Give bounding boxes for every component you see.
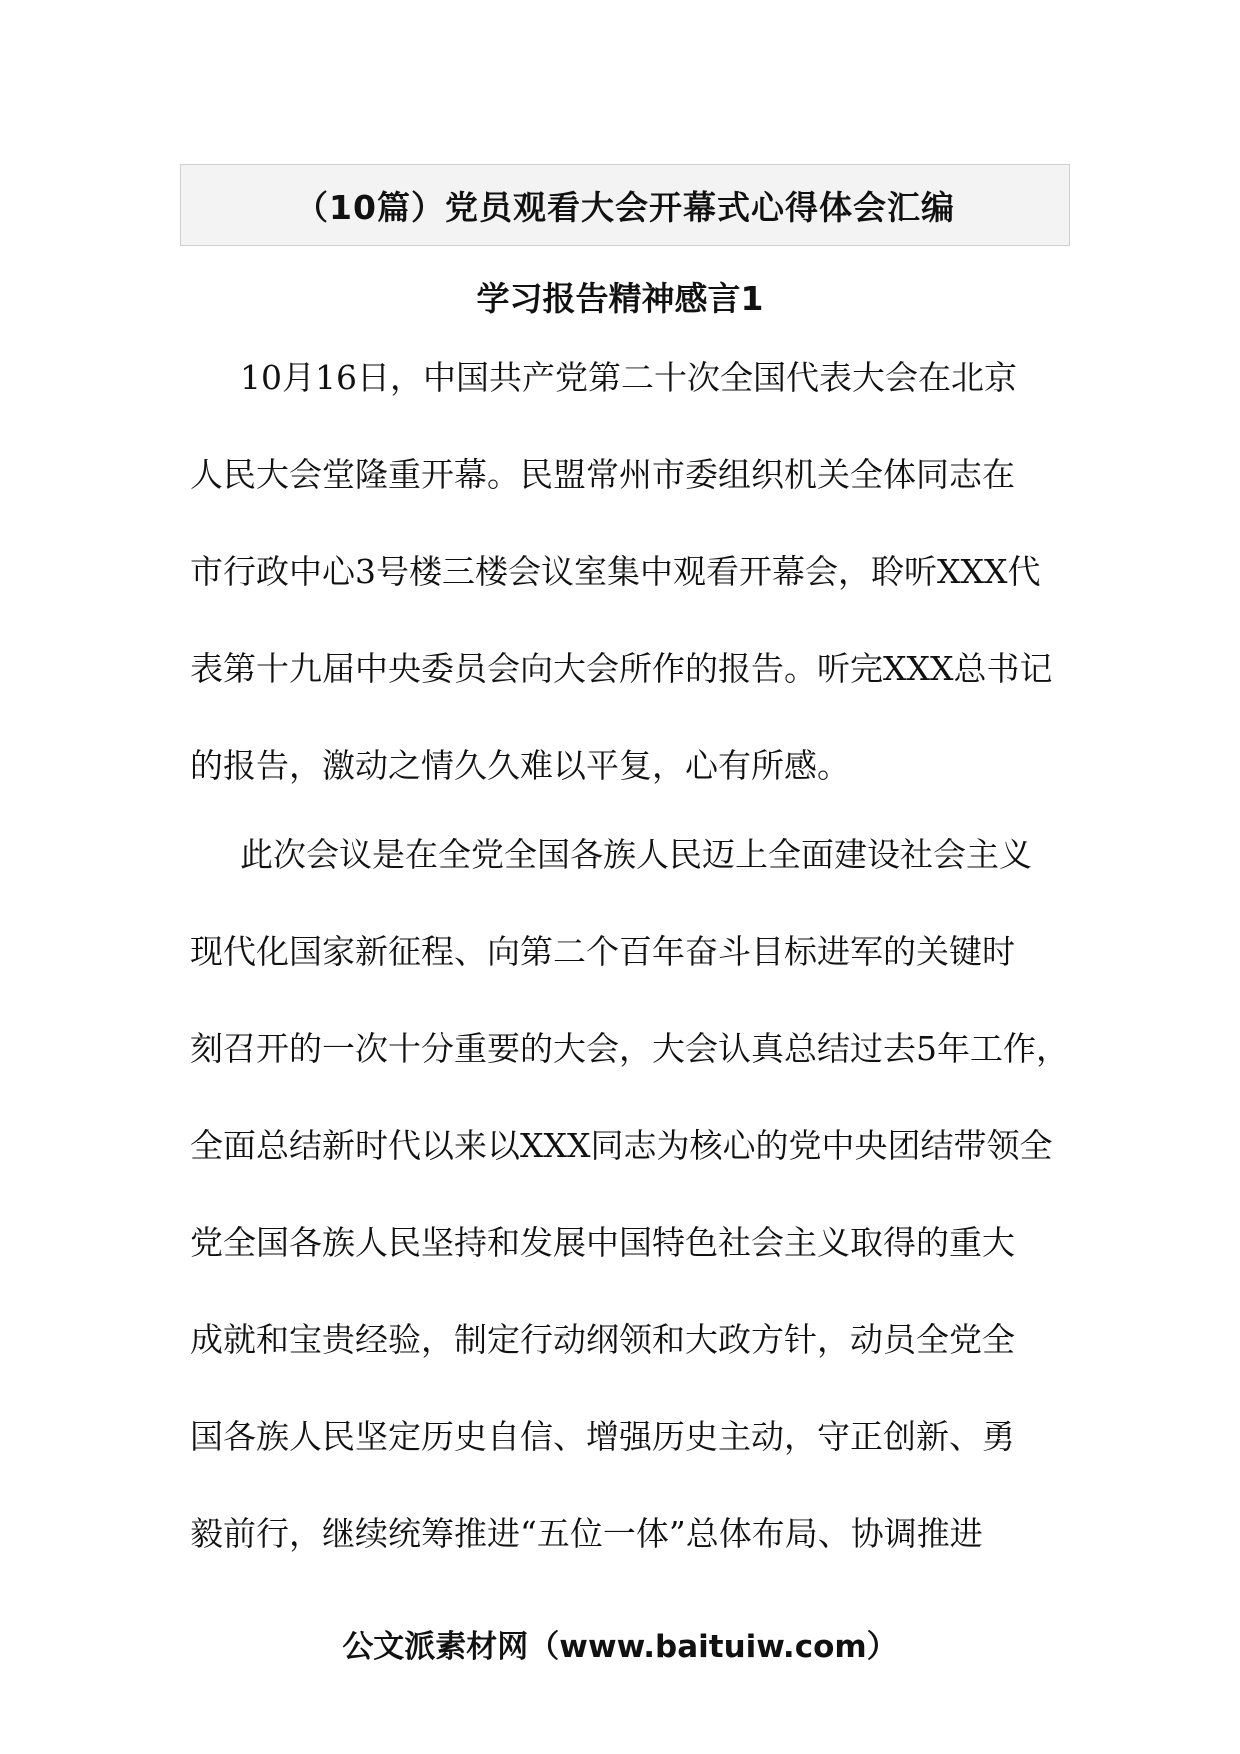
footer-watermark: 公文派素材网（www.baituiw.com） [342, 1629, 898, 1665]
body-line: 毅前行，继续统筹推进“五位一体”总体布局、协调推进 [190, 1514, 983, 1553]
document-title: （10篇）党员观看大会开幕式心得体会汇编 [295, 187, 955, 227]
title-box [180, 164, 1070, 246]
body-line: 全面总结新时代以来以XXX同志为核心的党中央团结带领全 [190, 1126, 1053, 1165]
body-line: 市行政中心3号楼三楼会议室集中观看开幕会，聆听XXX代 [190, 552, 1041, 591]
body-line: 的报告，激动之情久久难以平复，心有所感。 [190, 746, 850, 785]
body-line: 现代化国家新征程、向第二个百年奋斗目标进军的关键时 [190, 932, 1015, 971]
body-line: 此次会议是在全党全国各族人民迈上全面建设社会主义 [240, 835, 1032, 874]
section-heading: 学习报告精神感言1 [476, 279, 764, 318]
body-line: 人民大会堂隆重开幕。民盟常州市委组织机关全体同志在 [190, 455, 1015, 494]
body-line: 成就和宝贵经验，制定行动纲领和大政方针，动员全党全 [190, 1320, 1015, 1359]
body-line: 表第十九届中央委员会向大会所作的报告。听完XXX总书记 [190, 649, 1053, 688]
body-line: 党全国各族人民坚持和发展中国特色社会主义取得的重大 [190, 1223, 1015, 1262]
body-line: 国各族人民坚定历史自信、增强历史主动，守正创新、勇 [190, 1417, 1015, 1456]
body-line: 刻召开的一次十分重要的大会，大会认真总结过去5年工作， [190, 1029, 1069, 1068]
body-line: 10月16日，中国共产党第二十次全国代表大会在北京 [240, 358, 1017, 397]
